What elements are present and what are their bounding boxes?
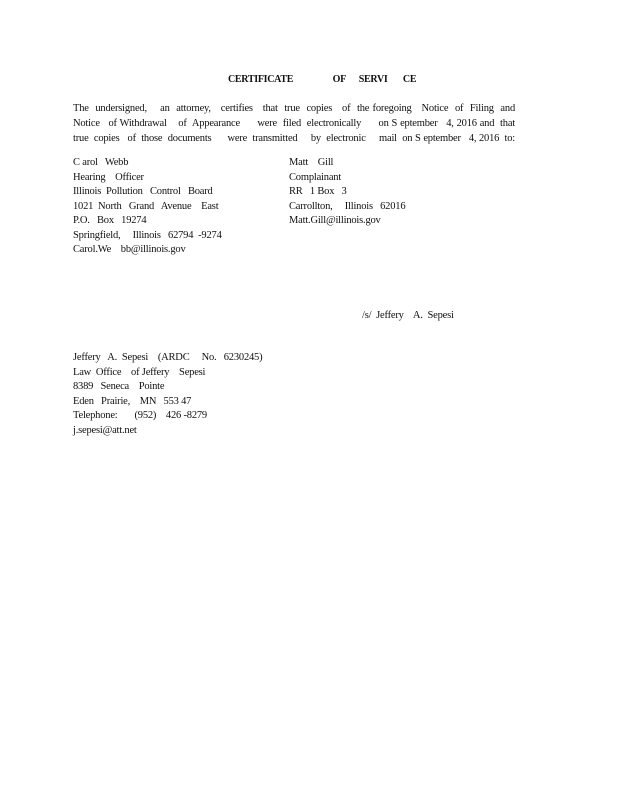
recipient-address-right <box>289 156 405 229</box>
recipient-address-left <box>73 156 222 258</box>
recipient-street: RR 1 Box 3 <box>289 186 347 197</box>
signer-telephone: Telephone: (952) 426 -8279 <box>73 410 207 421</box>
paragraph-line-1: The undersigned, an attorney, certifies that true copies of the foregoing Notice of Filing and <box>73 103 515 114</box>
signer-email: j.sepesi@att.net <box>73 424 137 436</box>
electronic-signature: /s/ Jeffery A. Sepesi <box>362 310 454 321</box>
recipient-organization: Illinois Pollution Control Board <box>73 186 213 197</box>
recipient-title: Hearing Officer <box>73 171 144 183</box>
paragraph-line-2: Notice of Withdrawal of Appearance were filed electronically on S eptember 4, 2016 and that <box>73 118 515 129</box>
recipient-name: Matt Gill <box>289 157 334 168</box>
signer-firm: Law Office of Jeffery Sepesi <box>73 366 206 378</box>
recipient-city-state-zip: Carrollton, Illinois 62016 <box>289 200 406 212</box>
recipient-name: C arol Webb <box>73 157 129 168</box>
recipient-email: Carol.We bb@illinois.gov <box>73 244 186 255</box>
certificate-title: CERTIFICATE OF SERVI CE <box>228 74 417 85</box>
recipient-city-state-zip: Springfield, Illinois 62794 -9274 <box>73 229 222 241</box>
signer-name-ardc: Jeffery A. Sepesi (ARDC No. 6230245) <box>73 352 263 363</box>
paragraph-line-3: true copies of those documents were transmitted by electronic mail on S eptember 4, 2016 to: <box>73 133 515 144</box>
recipient-role: Complainant <box>289 171 342 183</box>
signer-block <box>73 351 262 438</box>
signer-street: 8389 Seneca Pointe <box>73 381 165 392</box>
recipient-street: 1021 North Grand Avenue East <box>73 200 219 212</box>
recipient-po-box: P.O. Box 19274 <box>73 215 147 226</box>
signer-city-state-zip: Eden Prairie, MN 553 47 <box>73 395 192 407</box>
recipient-email: Matt.Gill@illinois.gov <box>289 215 381 226</box>
certification-paragraph <box>73 101 515 146</box>
